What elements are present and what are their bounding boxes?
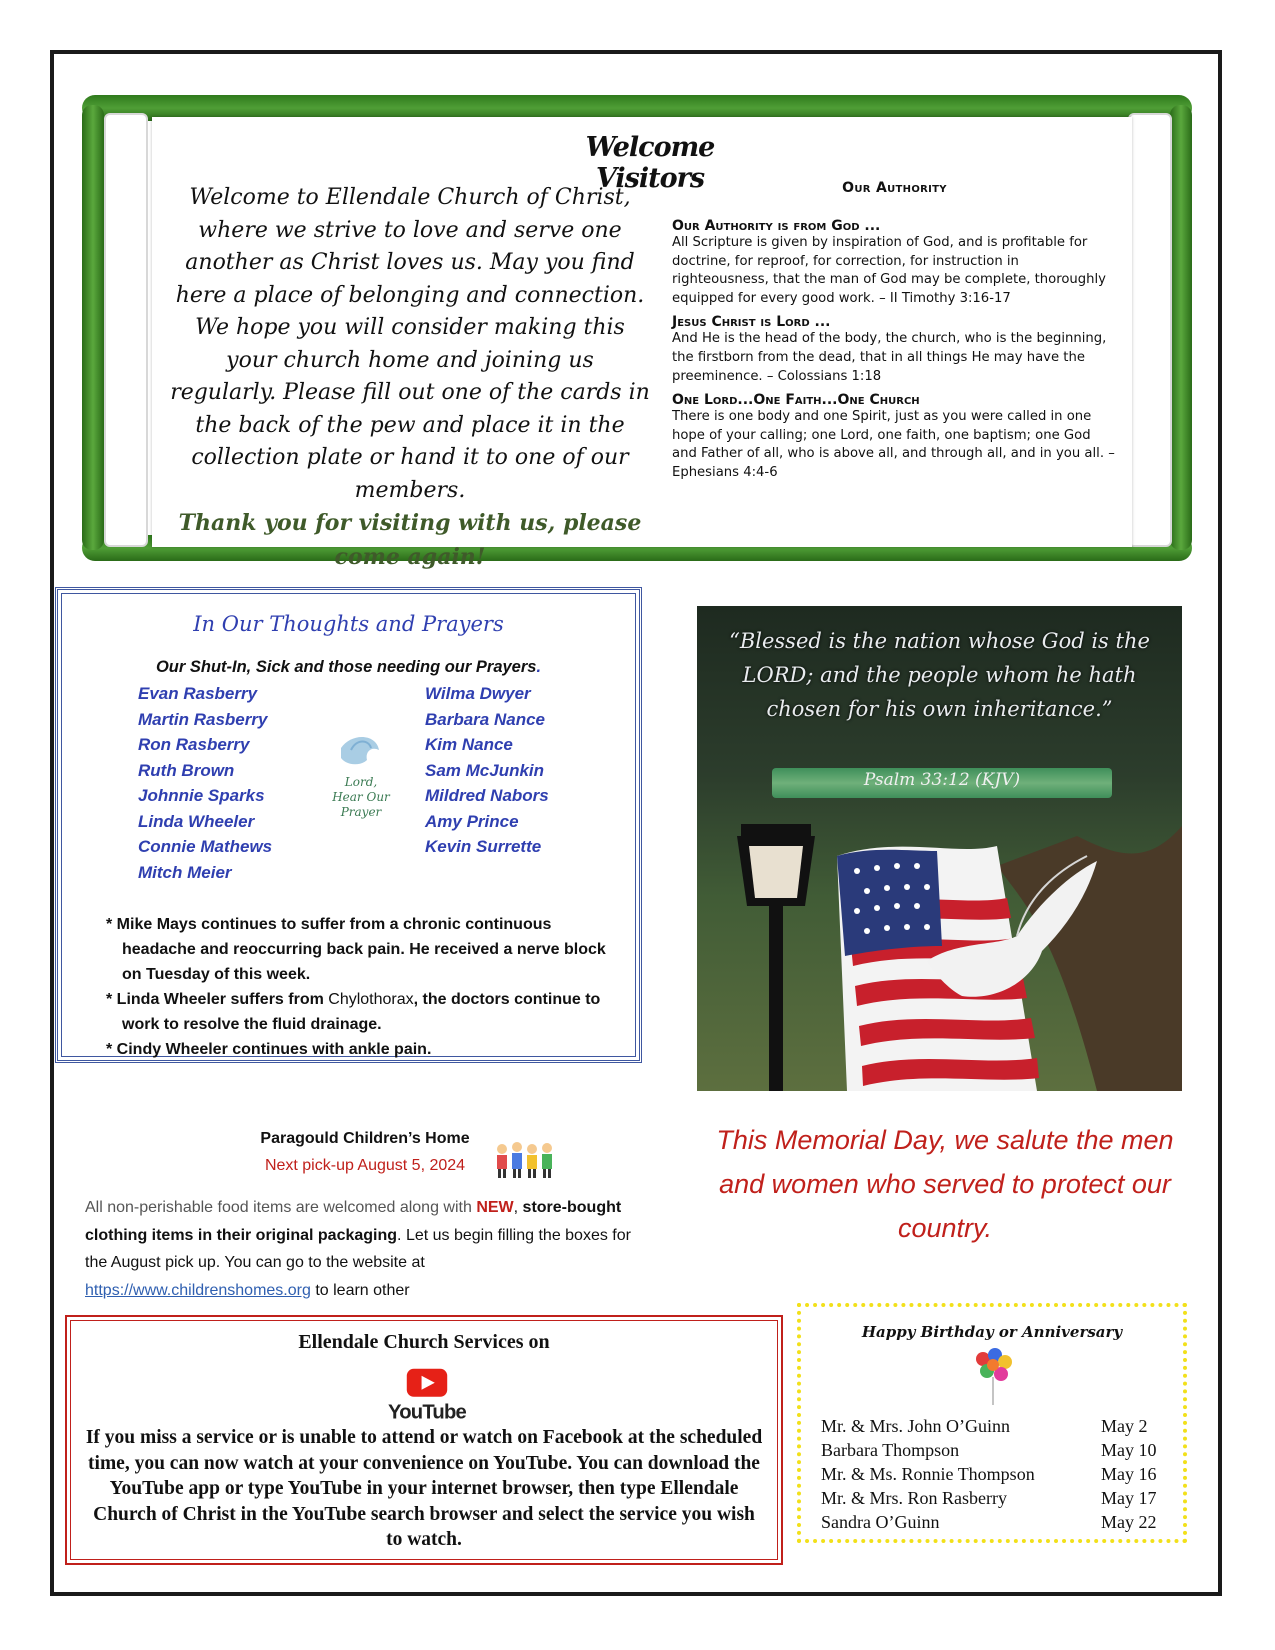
scroll-left-roll: [104, 113, 148, 547]
childrens-home-body: [85, 1194, 645, 1304]
ch-body-bold: store-bought clothing items in their original packaging: [85, 1199, 622, 1244]
memorial-day-message: This Memorial Day, we salute the men and women who served to protect our country.: [716, 1125, 1174, 1243]
dove-prayer-icon: [321, 728, 401, 828]
list-item: [821, 1486, 1161, 1510]
authority-verse: All Scripture is given by inspiration of God, and is profitable for doctrine, for reproof, for correction, for instruction in righteousness, that the man of God may be complete, thoroughly equipped for every good work. – II Timothy 3:16-17: [672, 235, 1106, 306]
authority-heading: Our Authority: [842, 180, 947, 196]
scripture-reference: Psalm 33:12 (KJV): [863, 770, 1021, 790]
dove-text: Hear Our: [332, 790, 390, 804]
prayer-name: Amy Prince: [425, 811, 519, 831]
ch-new-label: NEW: [476, 1199, 514, 1216]
scripture-quote: “Blessed is the nation whose God is the LORD; and the people whom he hath chosen for his own inheritance.”: [729, 629, 1150, 721]
birthday-date: May 17: [1101, 1488, 1157, 1508]
birthday-name: Sandra O’Guinn: [821, 1512, 940, 1532]
dove-text: Prayer: [340, 805, 382, 819]
ch-body-text: to learn other: [310, 1281, 410, 1299]
scroll-right-rod: [1170, 105, 1192, 550]
list-item: [821, 1462, 1161, 1486]
youtube-logo-icon: [387, 1361, 467, 1431]
prayer-name: Kevin Surrette: [425, 837, 542, 856]
authority-verse: And He is the head of the body, the church, who is the beginning, the firstborn from the dead, that in all things He may have the preeminence. – Colossians 1:18: [672, 331, 1107, 384]
prayer-note: [106, 987, 626, 1037]
prayers-subtitle-text: Our Shut-In, Sick and those needing our Prayers: [155, 658, 537, 676]
ch-body-text: All non-perishable food items are welcomed along with: [85, 1199, 477, 1216]
birthday-name: Mr. & Mrs. Ron Rasberry: [821, 1488, 1007, 1508]
welcome-message: [170, 182, 650, 574]
ch-body-text: ,: [513, 1199, 523, 1216]
prayer-name: Ron Rasberry: [138, 735, 250, 754]
prayer-name: Sam McJunkin: [425, 760, 545, 780]
authority-subheading: Jesus Christ is Lord ...: [672, 314, 831, 331]
scripture-image: [697, 606, 1182, 1091]
youtube-logo-text: YouTube: [387, 1401, 467, 1424]
lamp-post-icon: [737, 824, 815, 1091]
authority-section: [672, 180, 1117, 489]
ch-body-text: . Let us begin filling the boxes for the August pick up. You can go to the website at: [85, 1226, 631, 1271]
scroll-right-roll: [1128, 113, 1172, 547]
prayer-note: * Mike Mays continues to suffer from a chronic continuous headache and reoccurring back pain. He received a nerve block on Tuesday of this week.: [106, 916, 606, 983]
prayer-note: * Cindy Wheeler continues with ankle pain.: [106, 1041, 432, 1058]
prayer-note-condition: Chylothorax: [328, 991, 414, 1008]
birthday-date: May 22: [1101, 1512, 1157, 1532]
birthday-name: Barbara Thompson: [821, 1440, 960, 1460]
prayers-title: In Our Thoughts and Prayers: [193, 612, 504, 636]
childrens-home-link[interactable]: https://www.childrenshomes.org: [85, 1281, 311, 1299]
birthday-name: Mr. & Ms. Ronnie Thompson: [821, 1464, 1035, 1484]
authority-subheading: Our Authority is from God ...: [672, 218, 881, 234]
prayer-name: Johnnie Sparks: [138, 786, 265, 805]
prayers-subtitle-dot: .: [536, 658, 542, 676]
welcome-title: Welcome Visitors: [585, 132, 715, 194]
prayer-note-part: * Linda Wheeler suffers from: [106, 991, 329, 1008]
prayer-name: Kim Nance: [425, 735, 513, 754]
youtube-box-body: If you miss a service or is unable to attend or watch on Facebook at the scheduled time, you can now watch at your convenience on YouTube. You can download the YouTube app or type YouTube in your internet browser, then type Ellendale Church of Christ in the YouTube search browser and select the service you wish to watch.: [85, 1427, 763, 1550]
prayer-name: Linda Wheeler: [138, 811, 255, 831]
list-item: [821, 1510, 1161, 1534]
youtube-box-title: Ellendale Church Services on: [298, 1331, 550, 1353]
prayer-names-col1: [138, 681, 272, 885]
prayer-name: Mildred Nabors: [425, 786, 549, 805]
prayer-name: Wilma Dwyer: [425, 684, 531, 703]
birthday-anniversary-box: [797, 1303, 1187, 1543]
birthday-date: May 2: [1101, 1416, 1148, 1436]
youtube-services-box: [65, 1315, 783, 1565]
birthday-date: May 10: [1101, 1440, 1157, 1460]
prayer-name: Connie Mathews: [138, 837, 273, 856]
birthday-name: Mr. & Mrs. John O’Guinn: [821, 1416, 1011, 1436]
prayers-box: [55, 587, 642, 1063]
list-item: [821, 1414, 1161, 1438]
birthday-date: May 16: [1101, 1464, 1157, 1484]
birthday-list: [821, 1414, 1161, 1534]
children-clipart-icon: [492, 1140, 562, 1180]
authority-subheading: One Lord...One Faith...One Church: [672, 392, 920, 409]
dove-text: Lord,: [344, 775, 378, 789]
welcome-body: Welcome to Ellendale Church of Christ, where we strive to love and serve one another as Christ loves us. May you find here a place of belonging and connection. We hope you will consider making this your church home and joining us regularly. Please fill out one of the cards in the back of the pew and place it in the collection plate or hand it to one of our members.: [170, 185, 650, 503]
balloons-icon: [971, 1347, 1015, 1407]
scroll-left-rod: [82, 105, 104, 550]
prayer-name: Martin Rasberry: [138, 709, 268, 729]
prayer-name: Ruth Brown: [138, 760, 235, 780]
prayer-note-part: , the doctors continue to work to resolve the fluid drainage.: [122, 991, 601, 1033]
list-item: [821, 1438, 1161, 1462]
childrens-home-pickup: Next pick-up August 5, 2024: [264, 1157, 466, 1174]
authority-verse: There is one body and one Spirit, just as you were called in one hope of your calling; one Lord, one faith, one baptism; one God and Father of all, who is above all, and through all, and in you all. – Ephesians 4:4-6: [672, 409, 1115, 480]
prayer-name: Mitch Meier: [138, 862, 232, 882]
prayer-name: Evan Rasberry: [138, 684, 258, 703]
prayer-notes: [106, 912, 626, 1062]
prayer-names-col2: [425, 681, 549, 860]
welcome-thanks: Thank you for visiting with us, please come again!: [178, 510, 642, 570]
prayer-name: Barbara Nance: [425, 709, 546, 729]
birthday-title: Happy Birthday or Anniversary: [861, 1323, 1123, 1341]
prayers-subtitle: [58, 658, 639, 677]
childrens-home-title: Paragould Children’s Home: [260, 1130, 470, 1147]
